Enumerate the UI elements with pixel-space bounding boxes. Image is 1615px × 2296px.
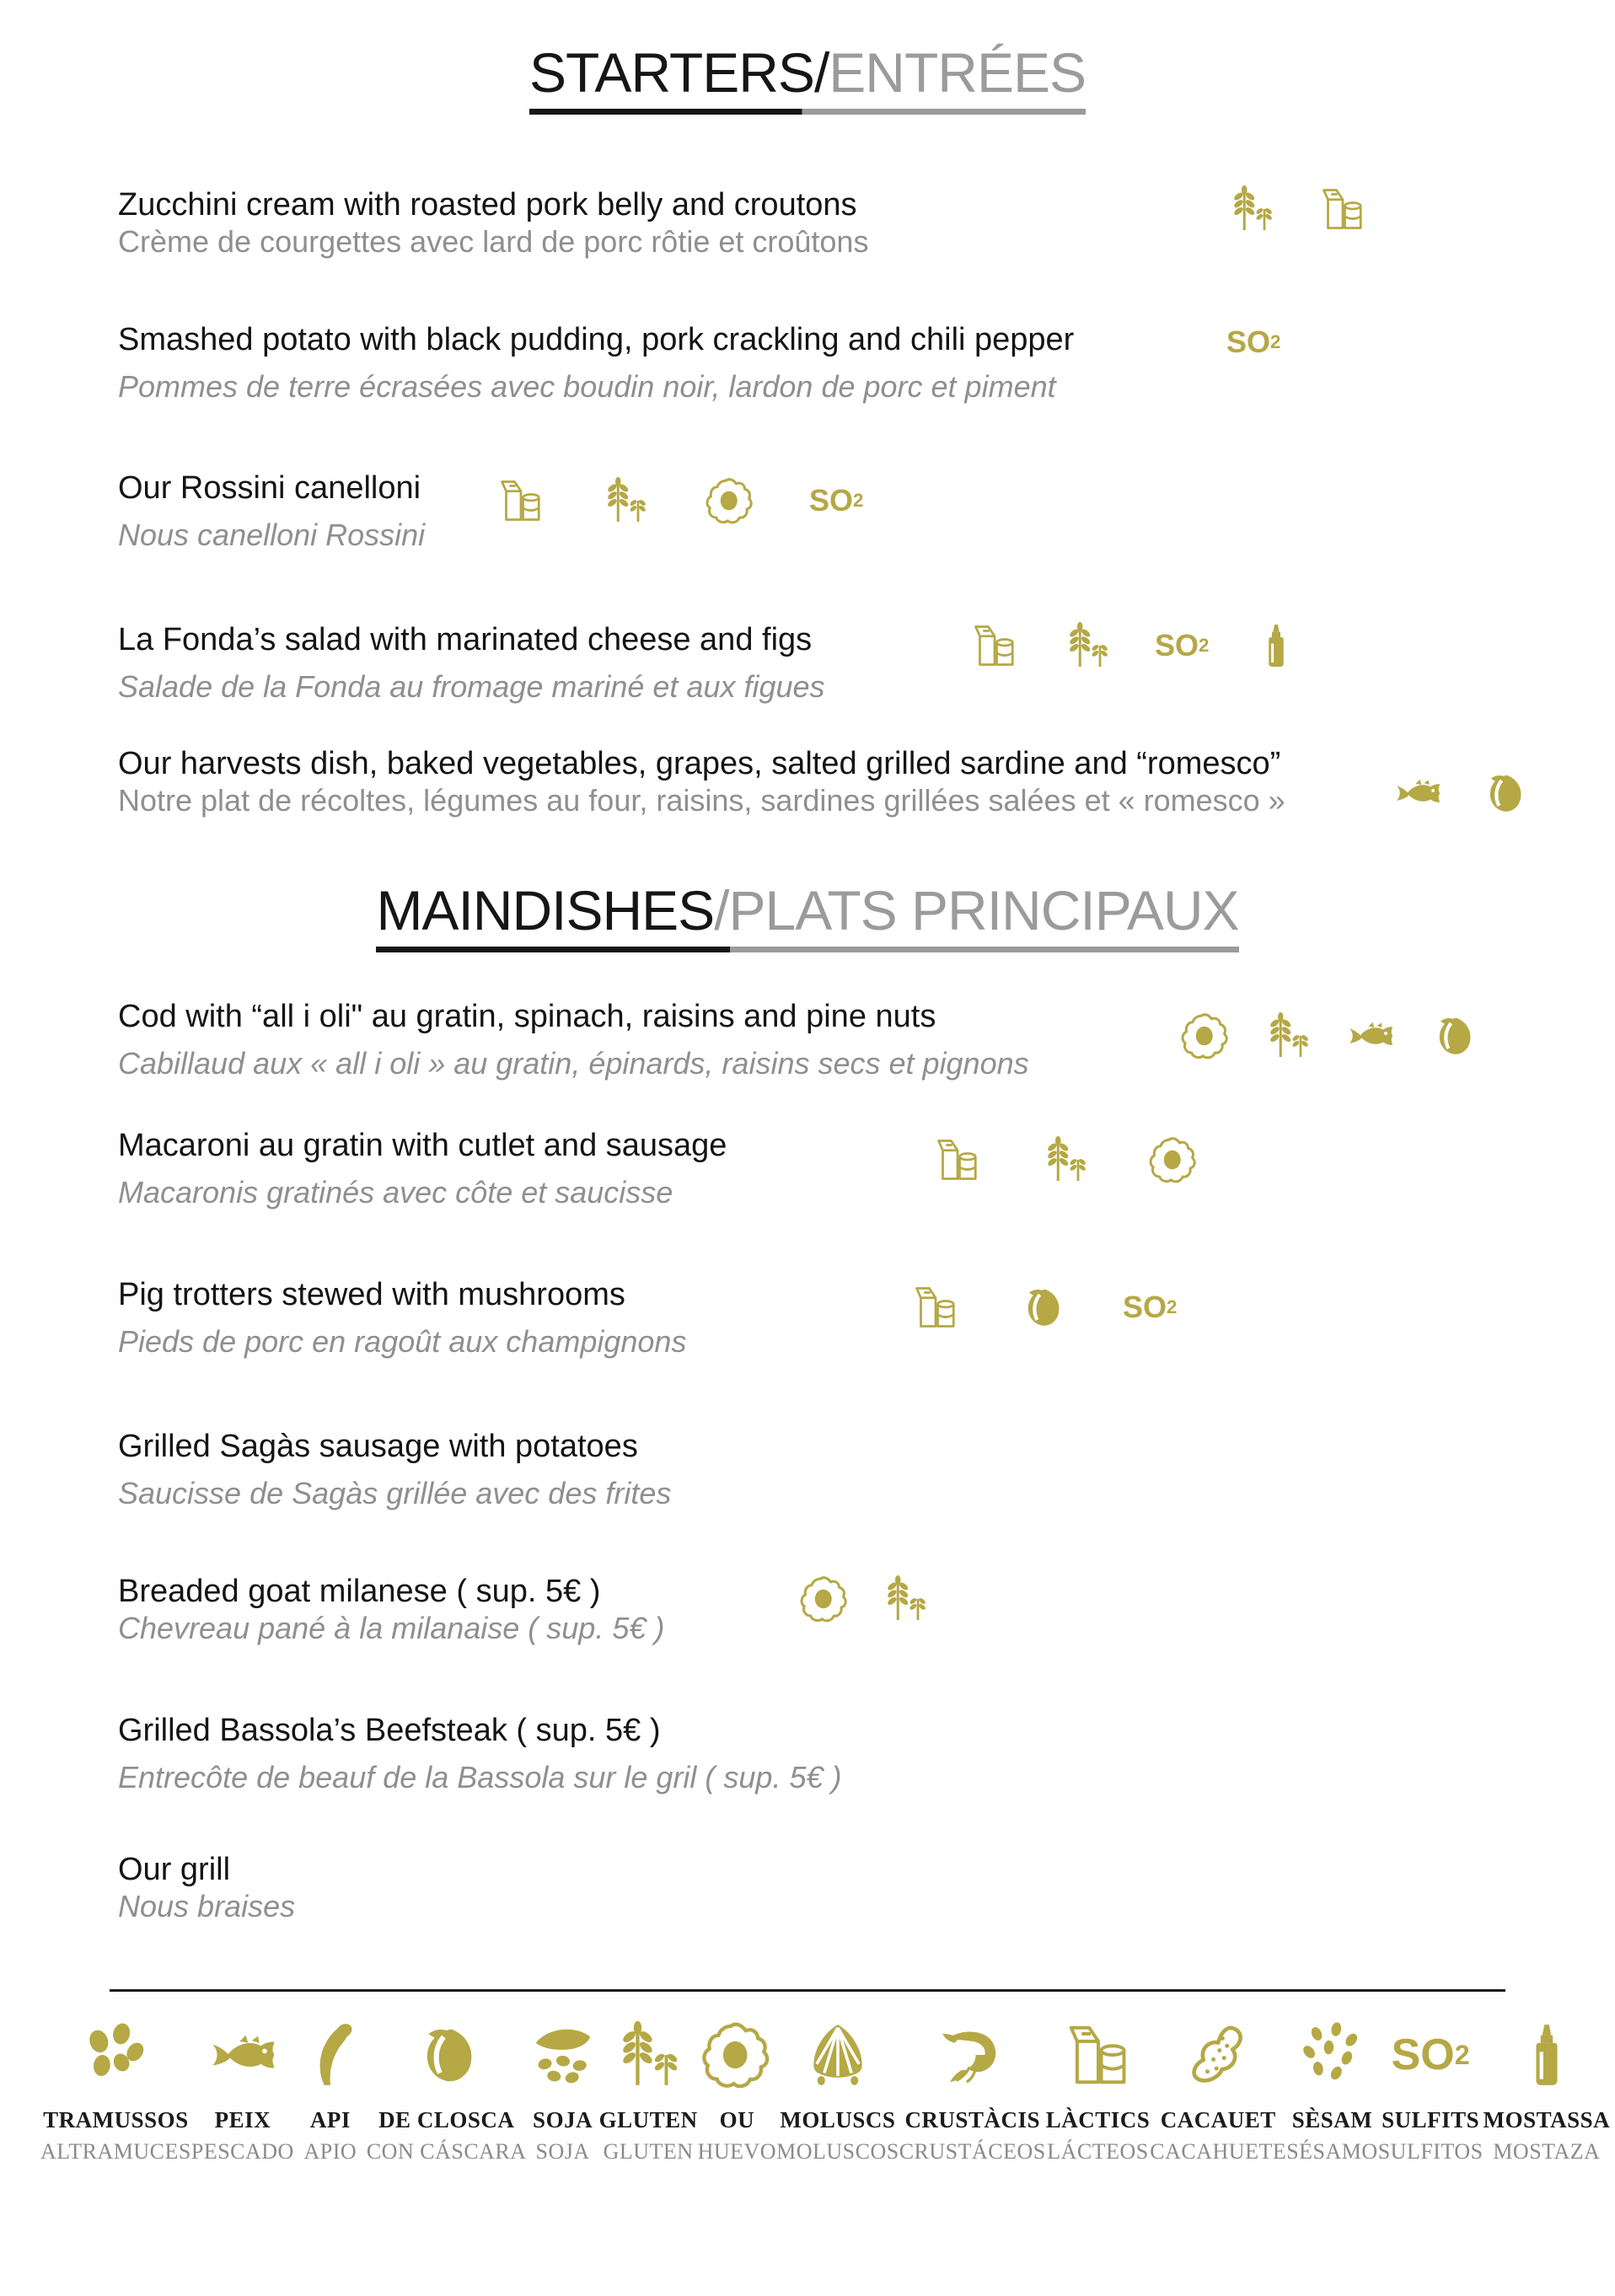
ou-icon <box>799 1574 850 1624</box>
legend-label-catalan: DE CLOSCA <box>378 2107 515 2132</box>
moluscs-icon <box>802 2019 874 2091</box>
legend-label-catalan: GLUTEN <box>598 2107 698 2132</box>
sulfits-icon: SO 2 <box>1226 325 1281 359</box>
sulfits-icon: SO 2 <box>1155 628 1210 663</box>
section-title-primary: MAINDISHES <box>376 879 715 941</box>
legend-label-spanish: CACAHUETE <box>1150 2139 1287 2164</box>
section-title-primary: STARTERS <box>528 41 814 104</box>
closca-icon <box>410 2019 483 2091</box>
legend-label-spanish: LÁCTEOS <box>1047 2139 1149 2164</box>
legend-label-spanish: CRUSTÁCEOS <box>899 2139 1046 2164</box>
legend-label-spanish: APIO <box>303 2139 357 2164</box>
menu-item-rossini-canelloni <box>118 469 1581 555</box>
legend-icon-box <box>1392 2013 1470 2097</box>
ou-icon <box>700 2019 773 2091</box>
lactics-icon <box>1062 2019 1135 2091</box>
sulfits-icon: SO 2 <box>809 483 864 518</box>
legend-icon-box <box>936 2013 1009 2097</box>
section-header-starters <box>0 41 1615 115</box>
legend-icon-box <box>1182 2013 1254 2097</box>
menu-item-our-grill <box>118 1850 1581 1926</box>
legend-item-cacauet <box>1150 2013 1286 2165</box>
item-name-fr: Salade de la Fonda au fromage mariné et aux figues <box>118 669 825 704</box>
section-title-underline <box>376 947 1238 952</box>
legend-icon-box <box>1296 2013 1368 2097</box>
legend-label-spanish: CON CÁSCARA <box>366 2139 527 2164</box>
legend-icon-box <box>207 2013 279 2097</box>
allergen-icons <box>1180 1009 1478 1063</box>
lactics-icon <box>969 620 1020 671</box>
menu-item-fonda-salad <box>118 620 1581 706</box>
ou-icon <box>1180 1011 1231 1061</box>
tramussos-icon <box>79 2019 152 2091</box>
item-name-fr: Entrecôte de beauf de la Bassola sur le gril ( sup. 5€ ) <box>118 1760 842 1794</box>
menu-item-smashed-potato <box>118 320 1581 406</box>
allergen-legend <box>40 2013 1611 2165</box>
peix-icon <box>207 2019 279 2091</box>
legend-item-soja <box>527 2013 599 2165</box>
legend-icon-box <box>410 2013 483 2097</box>
section-title-secondary: ENTRÉES <box>829 41 1087 104</box>
gluten-icon <box>1040 1135 1091 1185</box>
allergen-icons <box>799 1572 931 1626</box>
legend-label-spanish: MOLUSCOS <box>776 2139 899 2164</box>
item-name-en: Our grill <box>118 1852 231 1887</box>
legend-icon-box <box>700 2013 773 2097</box>
legend-item-gluten <box>599 2013 698 2165</box>
legend-label-spanish: PESCADO <box>190 2139 294 2164</box>
legend-item-mostassa <box>1484 2013 1611 2165</box>
item-name-fr: Pommes de terre écrasées avec boudin noir, lardon de porc et piment <box>118 369 1056 404</box>
legend-label-catalan: API <box>309 2107 351 2132</box>
ou-icon <box>1148 1135 1199 1185</box>
item-name-en: Zucchini cream with roasted pork belly and croutons <box>118 187 857 223</box>
legend-icon-box <box>79 2013 152 2097</box>
closca-icon <box>1428 1011 1478 1061</box>
item-name-fr: Chevreau pané à la milanaise ( sup. 5€ ) <box>118 1611 665 1645</box>
gluten-icon <box>612 2019 684 2091</box>
item-name-en: Macaroni au gratin with cutlet and sausage <box>118 1128 727 1163</box>
api-icon <box>294 2019 367 2091</box>
legend-label-catalan: CRUSTÀCIS <box>904 2107 1040 2132</box>
legend-label-catalan: SULFITS <box>1382 2107 1480 2132</box>
legend-icon-box <box>1062 2013 1135 2097</box>
allergen-icons <box>1226 182 1368 236</box>
sulfits-icon: SO 2 <box>1391 2030 1470 2079</box>
allergen-icons <box>910 1280 1177 1334</box>
item-name-en: Our harvests dish, baked vegetables, grapes, salted grilled sardine and “romesco” <box>118 746 1281 781</box>
sulfits-icon: SO 2 <box>1123 1290 1178 1324</box>
legend-item-crustacis <box>899 2013 1046 2165</box>
legend-label-catalan: SÈSAM <box>1291 2107 1373 2132</box>
legend-item-tramussos <box>40 2013 191 2165</box>
section-title <box>528 41 1087 104</box>
legend-item-peix <box>191 2013 294 2165</box>
section-title-separator: / <box>813 41 829 104</box>
item-name-fr: Notre plat de récoltes, légumes au four, raisins, sardines grillées salées et « romesco » <box>118 783 1285 818</box>
legend-label-spanish: GLUTEN <box>603 2139 694 2164</box>
allergen-icons <box>1226 315 1280 369</box>
ou-icon <box>705 475 755 526</box>
legend-label-catalan: LÀCTICS <box>1045 2107 1151 2132</box>
menu-item-cod-all-i-oli <box>118 997 1581 1083</box>
legend-label-spanish: MOSTAZA <box>1493 2139 1601 2164</box>
legend-item-ou <box>698 2013 777 2165</box>
sesam-icon <box>1296 2019 1368 2091</box>
item-name-fr: Macaronis gratinés avec côte et saucisse <box>118 1175 673 1210</box>
legend-label-catalan: MOSTASSA <box>1483 2107 1611 2132</box>
item-name-en: Grilled Bassola’s Beefsteak ( sup. 5€ ) <box>118 1713 661 1748</box>
closca-icon <box>1017 1282 1067 1333</box>
lactics-icon <box>1317 184 1368 234</box>
mostassa-icon <box>1251 620 1301 671</box>
allergen-icons <box>496 474 863 528</box>
allergen-icons <box>969 619 1301 673</box>
item-name-en: Grilled Sagàs sausage with potatoes <box>118 1429 638 1464</box>
menu-item-zucchini-cream <box>118 185 1581 261</box>
item-name-fr: Saucisse de Sagàs grillée avec des frites <box>118 1476 672 1510</box>
footer-divider <box>110 1989 1505 1992</box>
item-name-en: Cod with “all i oli" au gratin, spinach, raisins and pine nuts <box>118 999 936 1034</box>
allergen-icons <box>1392 766 1529 820</box>
legend-label-catalan: PEIX <box>214 2107 271 2132</box>
legend-label-catalan: MOLUSCS <box>780 2107 896 2132</box>
menu-item-breaded-goat <box>118 1572 1581 1648</box>
section-title <box>376 879 1239 941</box>
legend-item-lactics <box>1046 2013 1151 2165</box>
legend-label-catalan: CACAUET <box>1160 2107 1276 2132</box>
legend-label-spanish: ALTRAMUCES <box>40 2139 191 2164</box>
item-name-fr: Pieds de porc en ragoût aux champignons <box>118 1324 687 1359</box>
closca-icon <box>1478 768 1529 818</box>
gluten-icon <box>600 475 651 526</box>
legend-item-closca <box>367 2013 527 2165</box>
section-header-maindishes <box>0 879 1615 952</box>
gluten-icon <box>880 1574 931 1624</box>
legend-label-catalan: OU <box>719 2107 755 2132</box>
gluten-icon <box>1062 620 1113 671</box>
item-name-en: Smashed potato with black pudding, pork crackling and chili pepper <box>118 322 1075 357</box>
lactics-icon <box>496 475 546 526</box>
peix-icon <box>1345 1011 1396 1061</box>
legend-label-spanish: SOJA <box>535 2139 590 2164</box>
mostassa-icon <box>1510 2019 1583 2091</box>
menu-item-sagas-sausage <box>118 1427 1581 1513</box>
legend-icon-box <box>527 2013 599 2097</box>
legend-label-spanish: SÉSAMO <box>1286 2139 1378 2164</box>
legend-label-spanish: SULFITOS <box>1377 2139 1484 2164</box>
menu-item-macaroni-gratin <box>118 1126 1581 1212</box>
item-name-fr: Nous canelloni Rossini <box>118 518 426 552</box>
section-title-separator: / <box>714 879 729 941</box>
legend-item-sesam <box>1286 2013 1377 2165</box>
item-name-fr: Crème de courgettes avec lard de porc rôtie et croûtons <box>118 224 869 259</box>
section-title-secondary: PLATS PRINCIPAUX <box>728 879 1239 941</box>
legend-label-catalan: SOJA <box>533 2107 593 2132</box>
legend-item-api <box>294 2013 367 2165</box>
soja-icon <box>527 2019 599 2091</box>
legend-label-spanish: HUEVO <box>697 2139 777 2164</box>
menu-item-pig-trotters <box>118 1275 1581 1361</box>
item-name-en: Our Rossini canelloni <box>118 470 421 506</box>
menu-item-bassola-beefsteak <box>118 1711 1581 1797</box>
lactics-icon <box>910 1282 961 1333</box>
item-name-en: La Fonda’s salad with marinated cheese and figs <box>118 622 813 657</box>
peix-icon <box>1392 768 1443 818</box>
item-name-en: Breaded goat milanese ( sup. 5€ ) <box>118 1574 601 1609</box>
item-name-fr: Cabillaud aux « all i oli » au gratin, épinards, raisins secs et pignons <box>118 1046 1029 1081</box>
legend-icon-box <box>612 2013 684 2097</box>
legend-item-sulfits <box>1378 2013 1484 2165</box>
legend-icon-box <box>802 2013 874 2097</box>
section-title-underline <box>529 109 1086 115</box>
allergen-icons <box>932 1133 1199 1187</box>
legend-item-moluscs <box>776 2013 899 2165</box>
item-name-en: Pig trotters stewed with mushrooms <box>118 1277 625 1312</box>
lactics-icon <box>932 1135 983 1185</box>
item-name-fr: Nous braises <box>118 1889 296 1923</box>
menu-item-harvests-dish <box>118 744 1581 820</box>
legend-icon-box <box>1510 2013 1583 2097</box>
legend-icon-box <box>294 2013 367 2097</box>
cacauet-icon <box>1182 2019 1254 2091</box>
legend-label-catalan: TRAMUSSOS <box>43 2107 189 2132</box>
crustacis-icon <box>936 2019 1009 2091</box>
gluten-icon <box>1263 1011 1313 1061</box>
gluten-icon <box>1226 184 1277 234</box>
